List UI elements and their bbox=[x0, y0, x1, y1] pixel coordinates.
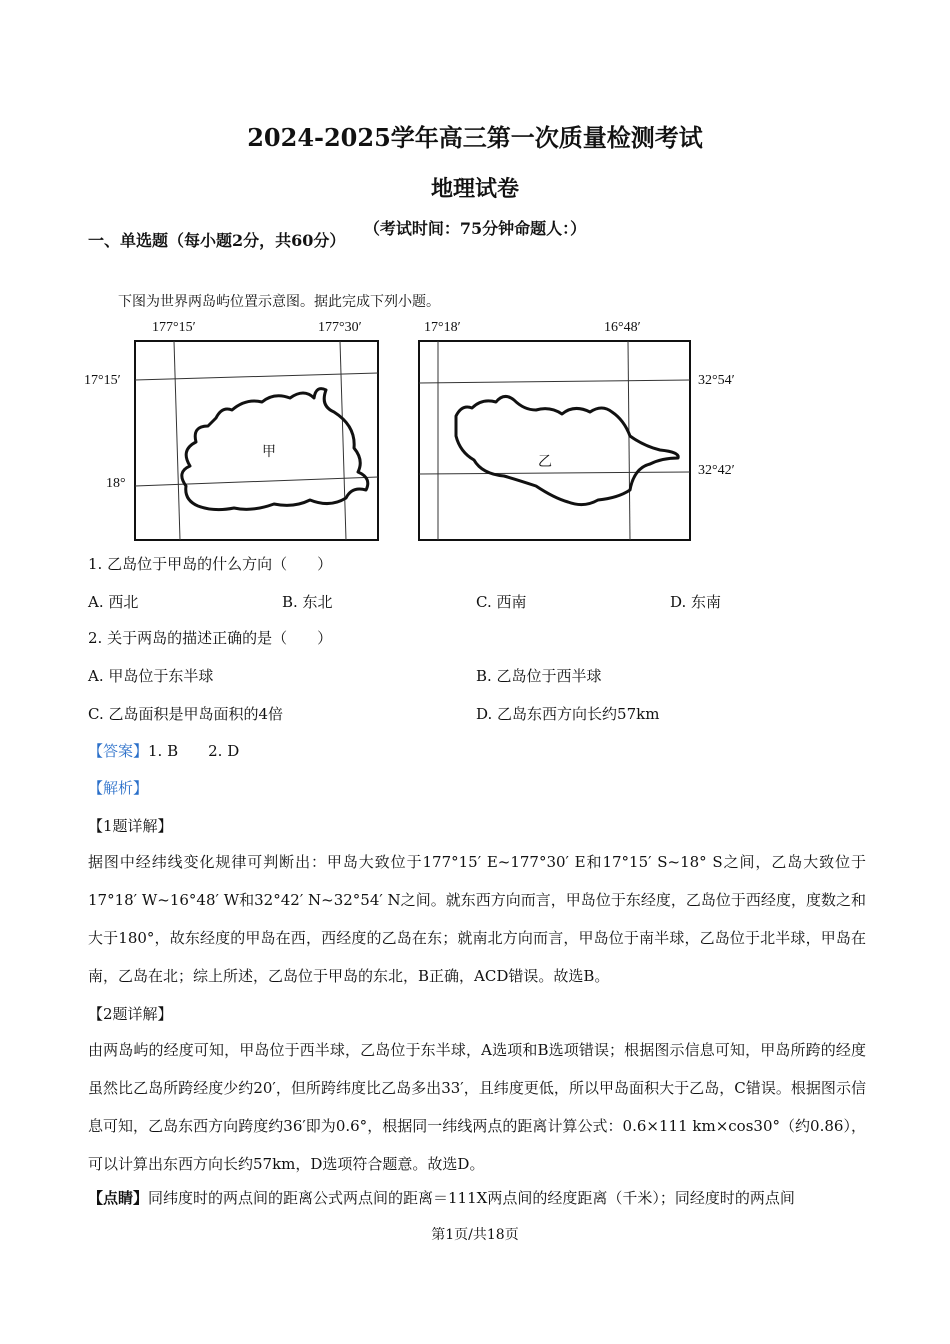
map-right-lon2-label: 16°48′ bbox=[604, 320, 641, 335]
question-1-option-c: C. 西南 bbox=[476, 593, 527, 611]
analysis-tag: 【解析】 bbox=[88, 779, 149, 797]
exam-info: （考试时间：75分钟命题人：） bbox=[363, 219, 587, 238]
question-1-option-b: B. 东北 bbox=[282, 593, 333, 611]
question-1-stem: 1. 乙岛位于甲岛的什么方向（ ） bbox=[88, 555, 333, 573]
map-left-lon2-label: 177°30′ bbox=[318, 320, 362, 335]
detail-2-text: 由两岛屿的经度可知，甲岛位于西半球，乙岛位于东半球，A选项和B选项错误；根据图示信息可知，甲岛所跨的经度虽然比乙岛所跨经度少约20′，但所跨纬度比乙岛多出33′，且纬度更低，所以甲岛面积大于乙岛，C错误。根据图示信息可知，乙岛东西方向跨度约36′即为0.6°，根据同一纬线两点的距离计算公式：0.6×111 km×cos30°（约0.86），可以计算出东西方向长约57km，D选项符合题意。故选D。 bbox=[88, 1041, 866, 1173]
question-1-option-d: D. 东南 bbox=[670, 593, 722, 611]
exam-subtitle: 地理试卷 bbox=[430, 176, 519, 202]
detail-2-heading: 【2题详解】 bbox=[88, 1005, 173, 1023]
map-left-lat1-label: 17°15′ bbox=[84, 373, 121, 388]
page-footer: 第1页/共18页 bbox=[431, 1227, 519, 1243]
answer-tag: 【答案】 bbox=[88, 742, 149, 760]
map-right-lat1-label: 32°54′ bbox=[698, 373, 735, 388]
map-right-lat2-label: 32°42′ bbox=[698, 463, 735, 478]
question-1-option-a: A. 西北 bbox=[88, 593, 139, 611]
island-yi-label: 乙 bbox=[538, 454, 552, 470]
question-2-stem: 2. 关于两岛的描述正确的是（ ） bbox=[88, 629, 333, 647]
question-intro: 下图为世界两岛屿位置示意图。据此完成下列小题。 bbox=[118, 294, 440, 310]
question-2-option-c: C. 乙岛面积是甲岛面积的4倍 bbox=[88, 705, 284, 723]
question-2-option-b: B. 乙岛位于西半球 bbox=[476, 667, 602, 685]
section-heading: 一、单选题（每小题2分，共60分） bbox=[88, 231, 346, 250]
tip-line bbox=[88, 1188, 866, 1208]
map-right bbox=[418, 340, 692, 542]
map-right-lon1-label: 17°18′ bbox=[424, 320, 461, 335]
question-2-option-d: D. 乙岛东西方向长约57km bbox=[476, 705, 660, 723]
island-jia-label: 甲 bbox=[262, 444, 276, 460]
question-2-option-a: A. 甲岛位于东半球 bbox=[88, 667, 214, 685]
tip-tag: 【点睛】 bbox=[88, 1189, 149, 1207]
answer-line bbox=[88, 741, 239, 761]
island-yi-outline bbox=[456, 396, 678, 504]
detail-1-text: 据图中经纬线变化规律可判断出：甲岛大致位于177°15′ E~177°30′ E和17°15′ S~18° S之间，乙岛大致位于17°18′ W~16°48′ W和32°42′ N~32°54′ N之间。就东西方向而言，甲岛位于东经度，乙岛位于西经度，度数之和大于180°，故东经度的甲岛在西，西经度的乙岛在东；就南北方向而言，甲岛位于南半球，乙岛位于北半球，甲岛在南，乙岛在北；综上所述，乙岛位于甲岛的东北，B正确，ACD错误。故选B。 bbox=[88, 853, 866, 985]
map-left-lon1-label: 177°15′ bbox=[152, 320, 196, 335]
tip-text: 同纬度时的两点间的距离公式两点间的距离＝111X两点间的经度距离（千米）；同经度时的两点间 bbox=[148, 1189, 795, 1207]
detail-1-heading: 【1题详解】 bbox=[88, 817, 173, 835]
map-left-lat2-label: 18° bbox=[106, 476, 126, 491]
answer-text: 1. B 2. D bbox=[148, 742, 240, 760]
exam-title: 2024-2025学年高三第一次质量检测考试 bbox=[247, 123, 703, 152]
map-left bbox=[134, 340, 380, 542]
